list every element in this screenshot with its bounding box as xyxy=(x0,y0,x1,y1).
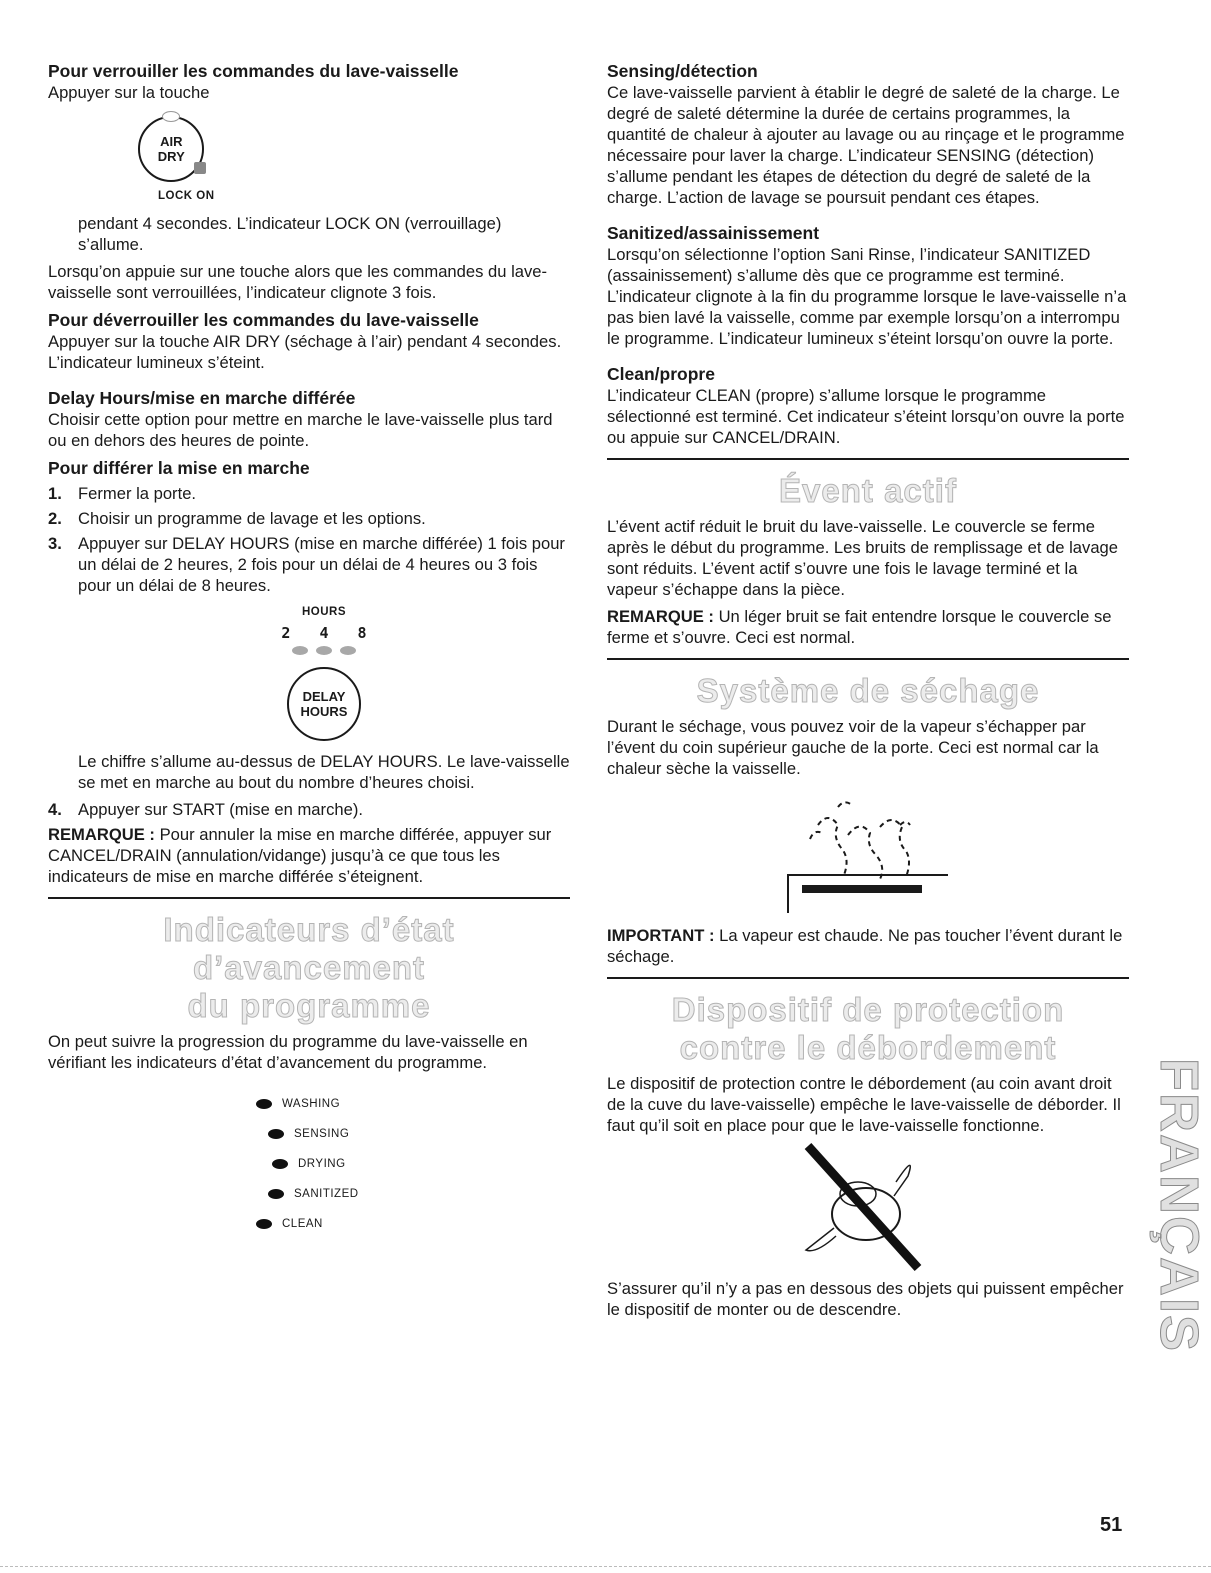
air-dry-button-figure xyxy=(128,111,570,207)
lock-press-text: Appuyer sur la touche xyxy=(48,83,210,102)
delay-hours-button-icon xyxy=(287,667,361,741)
hours-leds xyxy=(292,646,356,655)
hours-label: HOURS xyxy=(301,606,347,618)
progress-banner: Indicateurs d’état d’avancement du programme xyxy=(163,911,455,1024)
delay-btn-line2: HOURS xyxy=(300,704,348,719)
delay-subheading: Pour différer la mise en marche xyxy=(48,458,310,478)
step-item: 2. Choisir un programme de lavage et les options. xyxy=(48,509,426,528)
page-number: 51 xyxy=(1100,1514,1123,1536)
lock-icon xyxy=(194,162,206,174)
progress-item: CLEAN xyxy=(256,1209,570,1239)
drying-banner: Système de séchage xyxy=(696,672,1040,709)
air-dry-line1: AIR xyxy=(160,134,183,149)
progress-item: SANITIZED xyxy=(268,1179,570,1209)
delay-after-text: Le chiffre s’allume au-dessus de DELAY HOURS. Le lave-vaisselle se met en marche au bout du nombre d’heures choisi. xyxy=(78,752,570,792)
language-side-tab: FRANÇAIS xyxy=(1148,1057,1209,1353)
divider xyxy=(607,977,1129,979)
progress-indicators xyxy=(256,1089,570,1239)
step-item: 3. Appuyer sur DELAY HOURS (mise en marche différée) 1 fois pour un délai de 2 heures, 2 fois pour un délai de 4 heures ou 3 fois pour un délai de 8 heures. xyxy=(48,534,565,595)
delay-btn-line1: DELAY xyxy=(302,689,346,704)
drying-text: Durant le séchage, vous pouvez voir de la vapeur s’échapper par l’évent du coin supérieur gauche de la porte. Ceci est normal car la chaleur sèche la vaisselle. xyxy=(607,717,1099,778)
delay-heading: Delay Hours/mise en marche différée xyxy=(48,388,356,408)
event-remark: REMARQUE : Un léger bruit se fait entendre lorsque le couvercle se ferme et s’ouvre. Ceci est normal. xyxy=(607,607,1112,647)
steam-vent-illustration xyxy=(748,785,988,915)
unlock-heading: Pour déverrouiller les commandes du lave-vaisselle xyxy=(48,310,479,330)
led-icon xyxy=(316,646,332,655)
lock-duration-text: pendant 4 secondes. L’indicateur LOCK ON (verrouillage) s’allume. xyxy=(78,214,502,254)
right-column xyxy=(607,60,1129,1326)
important-note: IMPORTANT : La vapeur est chaude. Ne pas toucher l’évent durant le séchage. xyxy=(607,926,1123,966)
progress-item: DRYING xyxy=(272,1149,570,1179)
lock-heading: Pour verrouiller les commandes du lave-vaisselle xyxy=(48,61,459,81)
lock-blink-text: Lorsqu’on appuie sur une touche alors que les commandes du lave-vaisselle sont verrouillées, l’indicateur clignote 3 fois. xyxy=(48,262,548,302)
sensing-text: Ce lave-vaisselle parvient à établir le degré de saleté de la charge. Le degré de saleté détermine la durée de certains programmes, la quantité de chaleur à ajouter au lavage ou au rinçage et le programme nécessaire pour laver la charge. L’indicateur SENSING (détection) s’allume pendant les étapes de détection du degré de saleté de la charge. L’action de lavage se poursuit pendant ces étapes. xyxy=(607,83,1125,207)
air-dry-button-icon xyxy=(138,116,204,182)
air-dry-line2: DRY xyxy=(157,149,185,164)
indicator-dot-icon xyxy=(256,1099,272,1109)
overflow-text: Le dispositif de protection contre le débordement (au coin avant droit de la cuve du lave-vaisselle) empêche le lave-vaisselle de déborder. Il faut qu’il soit en place pour que le lave-vaisselle fonctionne. xyxy=(607,1074,1121,1135)
clean-text: L’indicateur CLEAN (propre) s’allume lorsque le programme sélectionné est terminé. Cet indicateur s’éteint lorsqu’on ouvre la porte ou appuie sur CANCEL/DRAIN. xyxy=(607,386,1125,447)
delay-step4 xyxy=(48,799,570,820)
progress-item: WASHING xyxy=(256,1089,570,1119)
divider xyxy=(607,458,1129,460)
led-icon xyxy=(340,646,356,655)
event-text: L’évent actif réduit le bruit du lave-vaisselle. Le couvercle se ferme après le début du programme. Les bruits de remplissage et de lavage sont réduits. L’évent actif s’ouvre une fois le lavage terminé et la vapeur s’échappe dans la pièce. xyxy=(607,517,1119,599)
overflow-banner: Dispositif de protection contre le débordement xyxy=(671,991,1065,1066)
overflow-protector-illustration xyxy=(788,1142,948,1272)
progress-item: SENSING xyxy=(268,1119,570,1149)
page-edge xyxy=(0,1566,1211,1567)
unlock-text: Appuyer sur la touche AIR DRY (séchage à l’air) pendant 4 secondes. L’indicateur lumineux s’éteint. xyxy=(48,332,562,372)
divider xyxy=(48,897,570,899)
event-banner: Évent actif xyxy=(779,472,957,509)
delay-hours-figure xyxy=(48,602,570,741)
delay-intro: Choisir cette option pour mettre en marche le lave-vaisselle plus tard ou en dehors des heures de pointe. xyxy=(48,410,553,450)
step-item: 1. Fermer la porte. xyxy=(48,484,197,503)
divider xyxy=(607,658,1129,660)
indicator-dot-icon xyxy=(268,1129,284,1139)
sensing-heading: Sensing/détection xyxy=(607,61,758,81)
progress-intro: On peut suivre la progression du programme du lave-vaisselle en vérifiant les indicateurs d’état d’avancement du programme. xyxy=(48,1032,528,1072)
clean-heading: Clean/propre xyxy=(607,364,715,384)
overflow-after-text: S’assurer qu’il n’y a pas en dessous des objets qui puissent empêcher le dispositif de monter ou de descendre. xyxy=(607,1279,1124,1319)
left-column xyxy=(48,60,570,1239)
delay-remark: REMARQUE : Pour annuler la mise en marche différée, appuyer sur CANCEL/DRAIN (annulation/vidange) jusqu’à ce que tous les indicateurs de mise en marche différée s’éteignent. xyxy=(48,825,552,886)
lock-on-caption: LOCK ON xyxy=(158,190,215,202)
delay-steps xyxy=(48,483,570,596)
hours-numbers: 2 4 8 xyxy=(281,624,377,642)
indicator-dot-icon xyxy=(268,1189,284,1199)
indicator-dot-icon xyxy=(272,1159,288,1169)
indicator-dot-icon xyxy=(256,1219,272,1229)
sanitized-heading: Sanitized/assainissement xyxy=(607,223,820,243)
step-item: 4. Appuyer sur START (mise en marche). xyxy=(48,800,363,819)
led-icon xyxy=(292,646,308,655)
sanitized-text: Lorsqu’on sélectionne l’option Sani Rinse, l’indicateur SANITIZED (assainissement) s’allume dès que ce programme est terminé. L’indicateur clignote à la fin du programme lorsque le lave-vaisselle n’a pas bien lavé la vaisselle, comme par exemple lorsqu’on a interrompu le programme. L’indicateur lumineux s’éteint lorsqu’on ouvre la porte. xyxy=(607,245,1127,348)
